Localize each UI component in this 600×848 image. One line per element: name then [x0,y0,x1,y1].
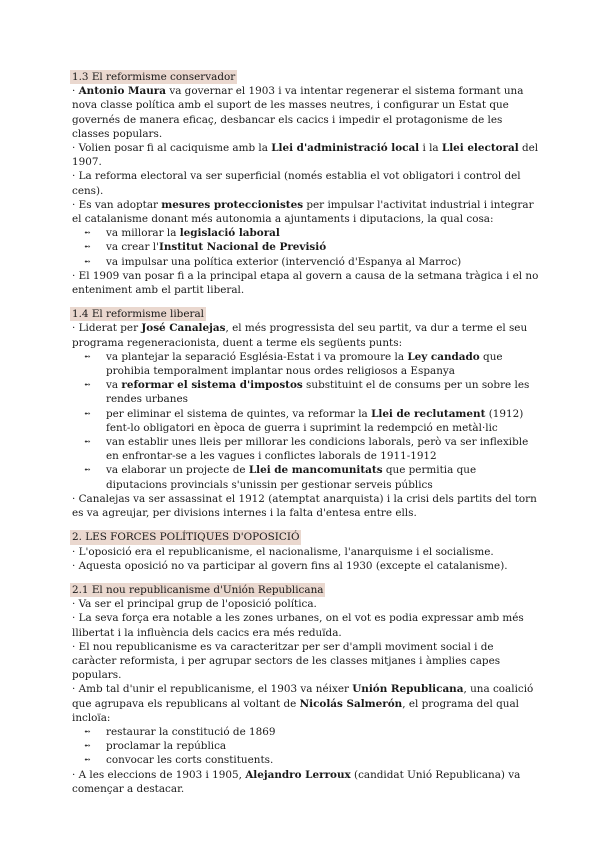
bullet-list [72,350,540,492]
arrow-bullet-icon: ➻ [84,465,91,475]
paragraph: · Va ser el principal grup de l'oposició política. [72,598,317,611]
section-heading: 2.1 El nou republicanisme d'Unión Republicana [72,583,324,596]
arrow-bullet-icon: ➻ [84,408,91,418]
section-heading: 1.4 El reformisme liberal [72,308,204,321]
section-republicanisme [72,583,540,796]
paragraph: · Volien posar fi al caciquisme amb la Llei d'administració local i la Llei electoral del 1907. [72,142,539,169]
arrow-bullet-icon: ➻ [84,380,91,390]
paragraph: · Canalejas va ser assassinat el 1912 (atemptat anarquista) i la crisi dels partits del torn es va agreujar, per divisions internes i la falta d'entesa entre ells. [72,492,537,520]
list-item: ➻ restaurar la constitució de 1869 [84,725,276,738]
list-item: ➻ va impulsar una política exterior (intervenció d'Espanya al Marroc) [84,255,462,268]
arrow-bullet-icon: ➻ [84,726,91,736]
bullet-list [72,725,540,768]
list-item: ➻ va crear l'Institut Nacional de Previsió [84,241,327,254]
section-reformisme-liberal [72,307,540,520]
arrow-bullet-icon: ➻ [84,437,91,447]
section-heading: 2. LES FORCES POLÍTIQUES D'OPOSICIÓ [72,531,300,544]
paragraph: · Liderat per José Canalejas, el més progressista del seu partit, va dur a terme el seu programa regeneracionista, duent a terme els següents punts: [72,322,528,349]
list-item: ➻ per eliminar el sistema de quintes, va reformar la Llei de reclutament (1912) fent-lo obligatori en època de guerra i suprimint la redempció en metàl·lic [84,407,524,434]
arrow-bullet-icon: ➻ [84,755,91,765]
arrow-bullet-icon: ➻ [84,228,91,238]
paragraph: · El nou republicanisme es va caracteritzar per ser d'ampli moviment social i de caràcter reformista, i per agrupar sectors de les classes mitjanes i àmplies capes populars. [72,640,501,682]
paragraph: · L'oposició era el republicanisme, el nacionalisme, l'anarquisme i el socialisme. [72,545,494,558]
section-heading: 1.3 El reformisme conservador [72,71,236,83]
paragraph: · La reforma electoral va ser superficial (només establia el vot obligatori i control del cens). [72,170,521,197]
paragraph: · El 1909 van posar fi a la principal etapa al govern a causa de la setmana tràgica i el no enteniment amb el partit liberal. [72,269,539,297]
paragraph: · Antonio Maura va governar el 1903 i va intentar regenerar el sistema formant una nova classe política amb el suport de les masses neutres, i configurar un Estat que governés de manera eficaç, desbancar els cacics i impedir el protagonisme de les classes populars. [72,85,524,140]
list-item: ➻ va elaborar un projecte de Llei de mancomunitats que permitia que diputacions provincials s'unissin per gestionar serveis públics [84,464,477,491]
list-item: ➻ va millorar la legislació laboral [84,227,280,240]
paragraph: · A les eleccions de 1903 i 1905, Alejandro Lerroux (candidat Unió Republicana) va començar a destacar. [72,768,521,795]
list-item: ➻ convocar les corts constituents. [84,754,274,767]
list-item: ➻ van establir unes lleis per millorar les condicions laborals, però va ser inflexible en enfrontar-se a les vagues i conflictes laborals de 1911-1912 [84,436,529,463]
paragraph: · Es van adoptar mesures proteccionistes per impulsar l'activitat industrial i integrar el catalanisme donant més autonomia a ajuntaments i diputacions, la qual cosa: [72,198,534,226]
list-item: ➻ proclamar la república [84,740,227,753]
list-item: ➻ va reformar el sistema d'impostos substituint el de consums per un sobre les rendes urbanes [84,379,530,406]
arrow-bullet-icon: ➻ [84,351,91,361]
section-reformisme-conservador [72,70,540,297]
arrow-bullet-icon: ➻ [84,242,91,252]
bullet-list [72,226,540,269]
list-item: ➻ va plantejar la separació Església-Estat i va promoure la Ley candado que prohibia temporalment implantar nous ordes religiosos a Espanya [84,350,503,378]
section-forces-oposicio [72,530,540,573]
arrow-bullet-icon: ➻ [84,741,91,751]
paragraph: · La seva força era notable a les zones urbanes, on el vot es podia expressar amb més llibertat i la influència dels cacics era més reduïda. [72,612,524,639]
paragraph: · Aquesta oposició no va participar al govern fins al 1930 (excepte el catalanisme). [72,559,508,572]
arrow-bullet-icon: ➻ [84,256,91,266]
paragraph: · Amb tal d'unir el republicanisme, el 1903 va néixer Unión Republicana, una coalició que agrupava els republicans al voltant de Nicolás Salmerón, el programa del qual incloïa: [72,683,534,724]
